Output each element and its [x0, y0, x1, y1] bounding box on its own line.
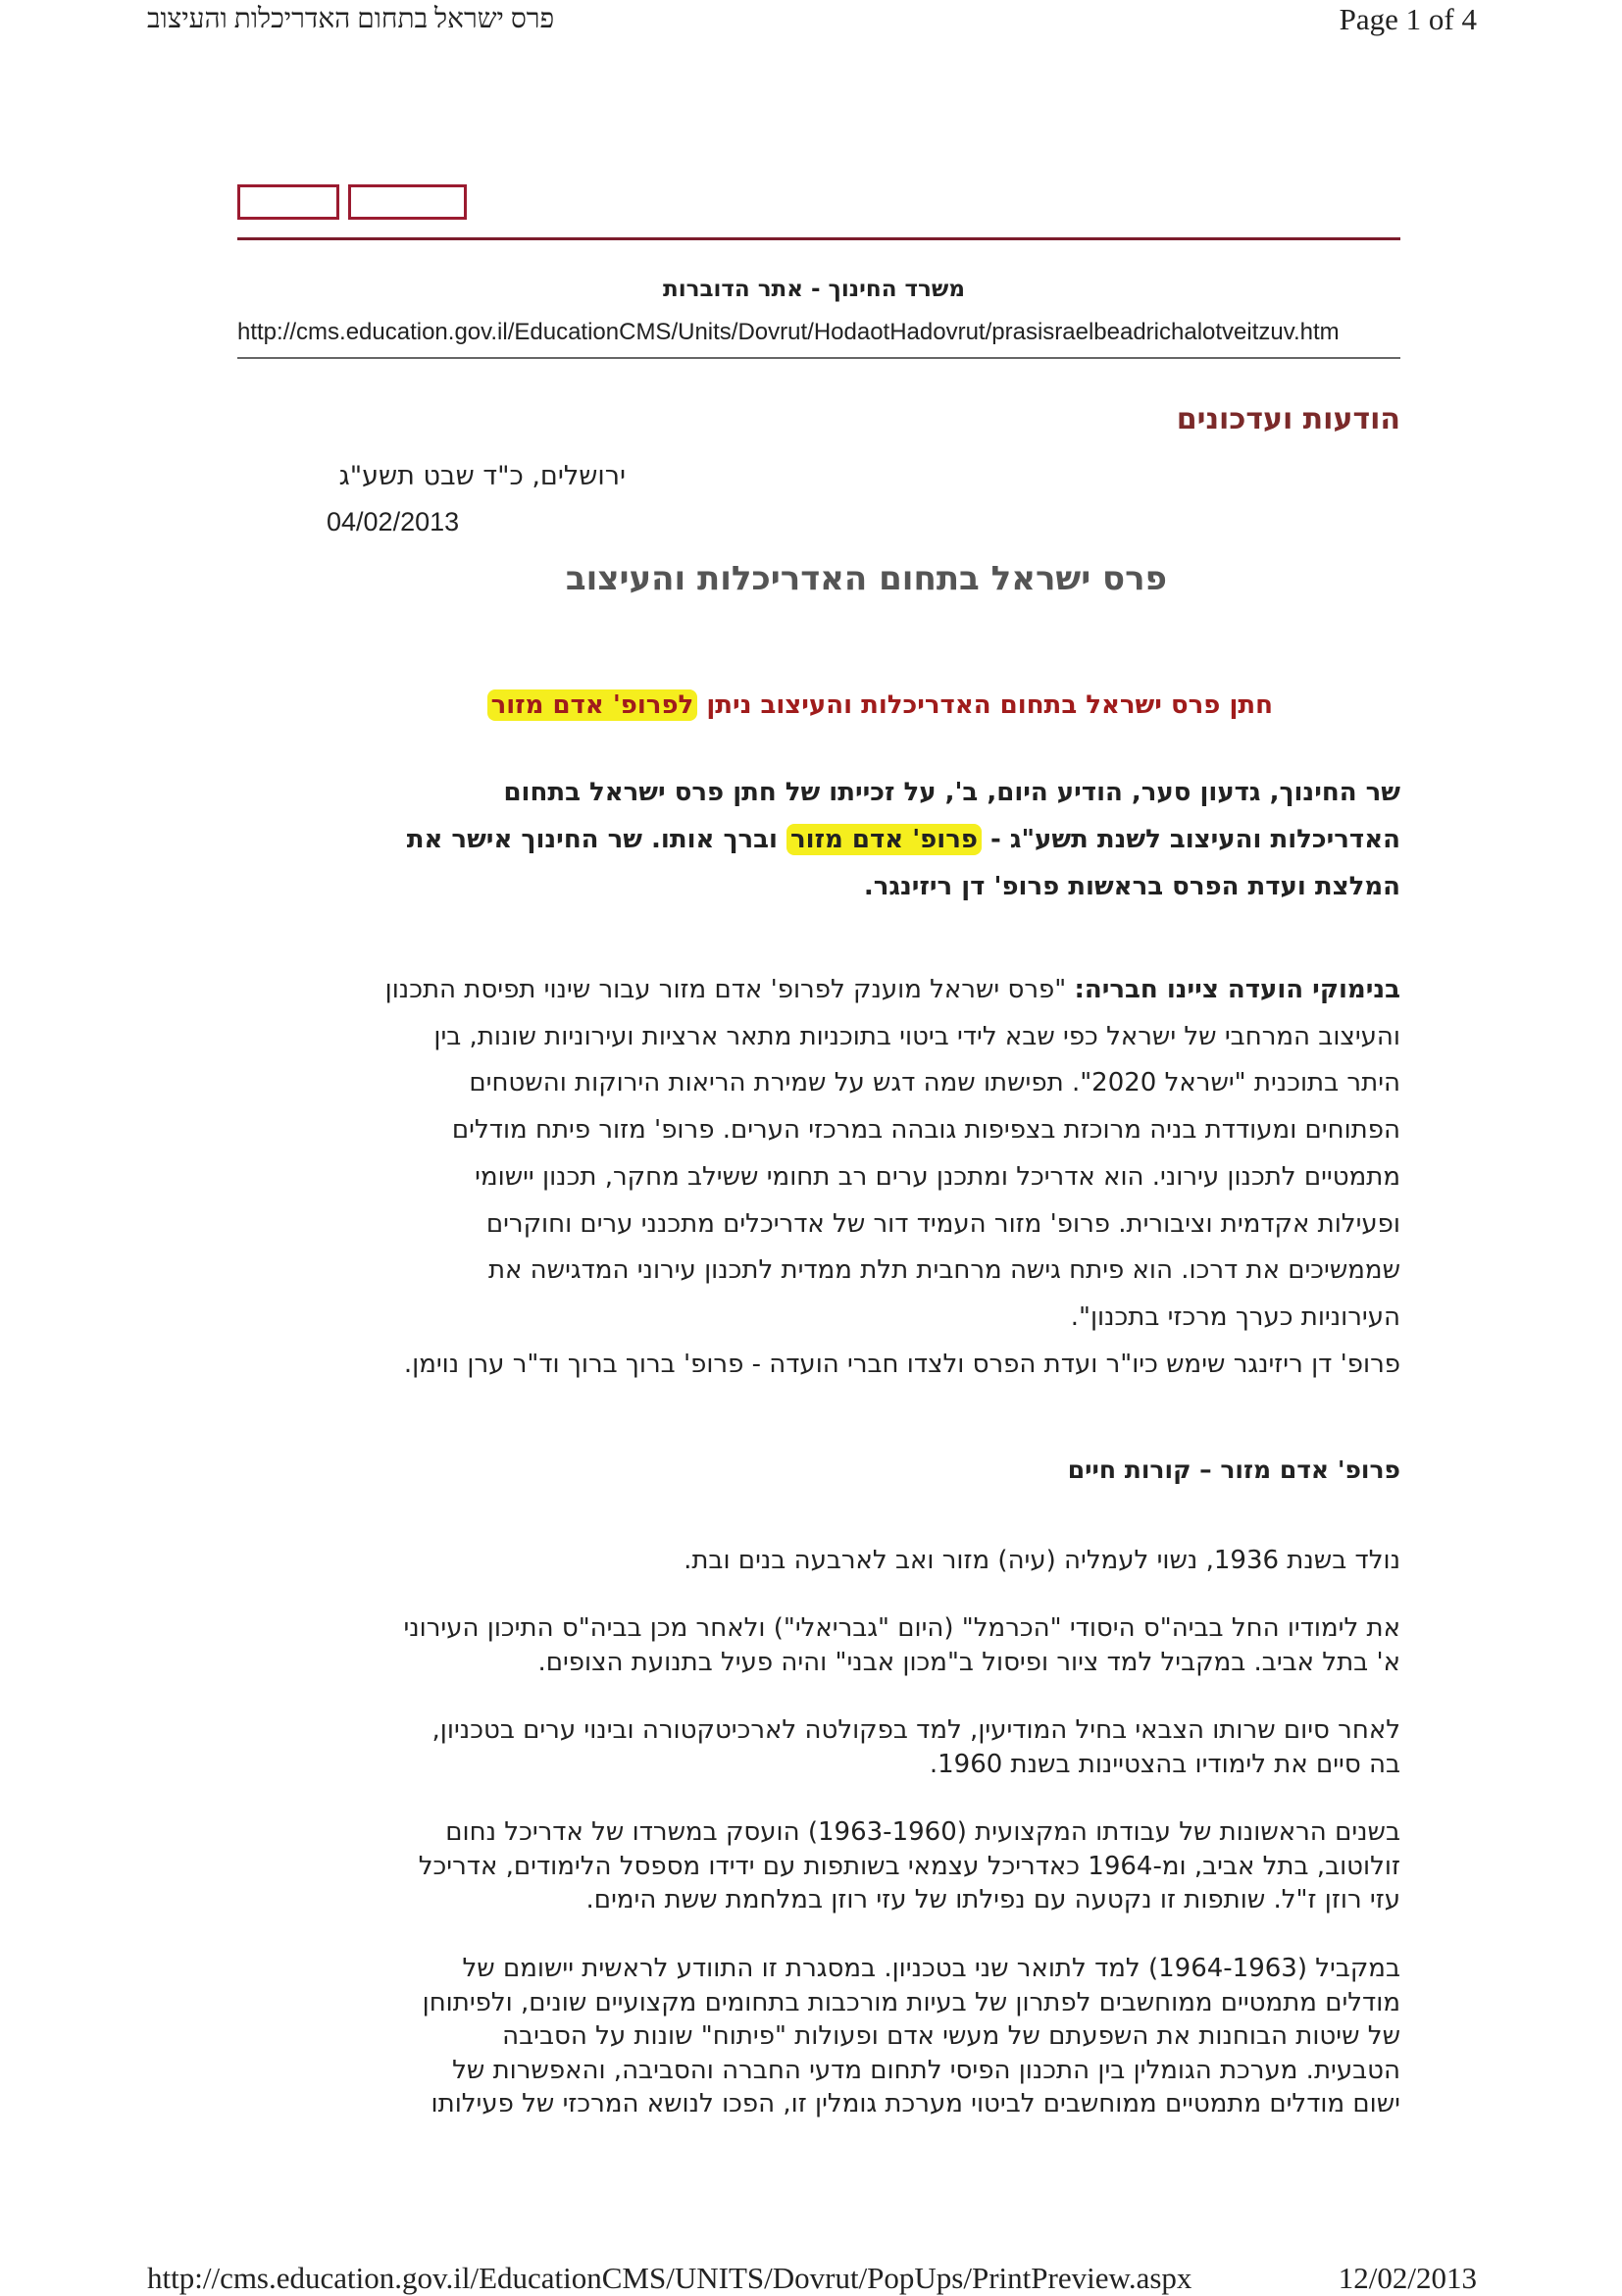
bio-line: במקביל (1964-1963) למד לתואר שני בטכניון. במסגרת זו התוודע לראשית יישומם של — [462, 1954, 1400, 1983]
announcement-line — [407, 816, 1400, 863]
bio-line: נולד בשנת 1936, נשוי לעמליה (עיה) מזור ואב לארבעה בנים ובת. — [684, 1546, 1400, 1575]
bio-line: הטבעית. מערכת הגומלין בין התכנון הפיסי לתחום מדעי החברה והסביבה, והאפשרות של — [452, 2055, 1400, 2085]
quote-lead: בנימוקי הועדה ציינו חבריה: — [1074, 975, 1400, 1004]
page-url[interactable]: http://cms.education.gov.il/EducationCMS/Units/Dovrut/HodaotHadovrut/prasisraelbeadrichalotveitzuv.htm — [237, 319, 1340, 345]
bio-paragraph — [403, 1611, 1400, 1679]
quote-text: "פרס ישראל מוענק לפרופ' אדם מזור עבור שינוי תפיסת התכנון — [384, 975, 1075, 1004]
quote-line: שממשיכים את דרכו. הוא פיתח גישה מרחבית תלת ממדית לתכנון עירוני המדגישה את — [487, 1255, 1400, 1286]
announcement-line: שר החינוך, גדעון סער, הודיע היום, ב', על זכייתו של חתן פרס ישראל בתחום — [503, 778, 1400, 807]
bio-line: ישום מודלים מתמטיים ממוחשבים לביטוי מערכת גומלין זו, הפכו לנושא המרכזי של פעילותו — [431, 2089, 1400, 2118]
print-footer-date: 12/02/2013 — [1338, 2261, 1477, 2295]
header-nav-box-right[interactable] — [348, 184, 467, 220]
bio-line: עזי רוזן ז"ל. שותפות זו נקטעה עם נפילתו של עזי רוזן במלחמת ששת הימים. — [585, 1885, 1400, 1914]
site-name: משרד החינוך - אתר הדוברות — [662, 277, 965, 302]
bio-paragraph — [432, 1713, 1400, 1781]
quote-line: והעיצוב המרחבי של ישראל כפי שבא לידי ביטוי בתוכניות מתאר ארציות ועירוניות שונות, בין — [433, 1021, 1400, 1051]
announcement-paragraph — [407, 769, 1400, 910]
date-hebrew: ירושלים, כ"ד שבט תשע"ג — [338, 461, 626, 491]
print-header-title: פרס ישראל בתחום האדריכלות והעיצוב — [147, 4, 555, 34]
print-page-number: Page 1 of 4 — [1339, 2, 1477, 36]
print-footer-url: http://cms.education.gov.il/EducationCMS/UNITS/Dovrut/PopUps/PrintPreview.aspx — [147, 2261, 1192, 2295]
bio-line: בשנים הראשונות של עבודתו המקצועית (1963-1960) הועסק במשרדו של אדריכל נחום — [445, 1817, 1400, 1847]
section-title: הודעות ועדכונים — [1176, 402, 1400, 436]
bio-line: של שיטות הבוחנות את השפעתם של מעשי אדם ופעולות "פיתוח" שונות על הסביבה — [502, 2021, 1400, 2051]
article-subtitle — [487, 690, 1273, 720]
date-gregorian: 04/02/2013 — [327, 507, 460, 536]
quote-line — [385, 967, 1400, 1014]
quote-line: הפתוחים ומעודדת בניה מרוכזת בצפיפות גובהה במרכזי הערים. פרופ' מזור פיתח מודלים — [451, 1115, 1400, 1146]
bio-line: זולוטוב, בתל אביב, ומ-1964 כאדריכל עצמאי בשותפות עם ידידו מספסל הלימודים, אדריכל — [418, 1851, 1400, 1881]
announcement-highlight: פרופ' אדם מזור — [786, 824, 982, 855]
announcement-text: האדריכלות והעיצוב לשנת תשע"ג - — [981, 825, 1400, 854]
subtitle-text: חתן פרס ישראל בתחום האדריכלות והעיצוב ניתן — [697, 690, 1273, 720]
quote-line: מתמטיים לתכנון עירוני. הוא אדריכל ומתכנן ערים רב תחומי ששילב מחקר, תכנון יישומי — [475, 1161, 1400, 1192]
announcement-line: המלצת ועדת הפרס בראשות פרופ' דן ריזינגר. — [863, 872, 1400, 901]
bio-line: א' בתל אביב. במקביל למד ציור ופיסול ב"מכון אבני" והיה פעיל בתנועת הצופים. — [537, 1647, 1400, 1677]
bio-paragraph — [419, 1815, 1400, 1917]
quote-line: היתר בתוכנית "ישראל 2020". תפישתו שמה דגש על שמירת הריאות הירוקות והשטחים — [469, 1068, 1400, 1098]
bio-heading: פרופ' אדם מזור – קורות חיים — [1067, 1455, 1400, 1484]
bio-line: לאחר סיום שרותו הצבאי בחיל המודיעין, למד בפקולטה לארכיטקטורה ובינוי ערים בטכניון, — [431, 1715, 1400, 1745]
url-divider — [237, 357, 1400, 359]
bio-paragraph — [423, 1952, 1400, 2121]
header-divider — [237, 237, 1400, 240]
header-nav-box-left[interactable] — [237, 184, 339, 220]
committee-quote-paragraph — [385, 967, 1400, 1388]
bio-line: את לימודיו החל בביה"ס היסודי "הכרמל" (היום "גבריאלי") ולאחר מכן בביה"ס התיכון העירוני — [403, 1613, 1400, 1643]
bio-line: מודלים מתמטיים ממוחשבים לפתרון של בעיות מורכבות בתחומים מקצועיים שונים, ולפיתוחן — [422, 1987, 1400, 2017]
quote-line: פרופ' דן ריזינגר שימש כיו"ר ועדת הפרס ולצדו חברי הועדה - פרופ' ברוך ברוך וד"ר ערן נוימן. — [403, 1349, 1400, 1379]
bio-line: בה סיים את לימודיו בהצטיינות בשנת 1960. — [929, 1749, 1400, 1779]
announcement-text: וברך אותו. שר החינוך אישר את — [406, 825, 786, 854]
bio-paragraph — [684, 1544, 1400, 1578]
article-title: פרס ישראל בתחום האדריכלות והעיצוב — [565, 559, 1167, 598]
quote-line: ופעילות אקדמית וציבורית. פרופ' מזור העמיד דור של אדריכלים מתכנני ערים וחוקרים — [485, 1208, 1400, 1239]
quote-line: העירוניות כערך מרכזי בתכנון". — [1070, 1301, 1400, 1332]
subtitle-highlight: לפרופ' אדם מזור — [487, 689, 698, 721]
